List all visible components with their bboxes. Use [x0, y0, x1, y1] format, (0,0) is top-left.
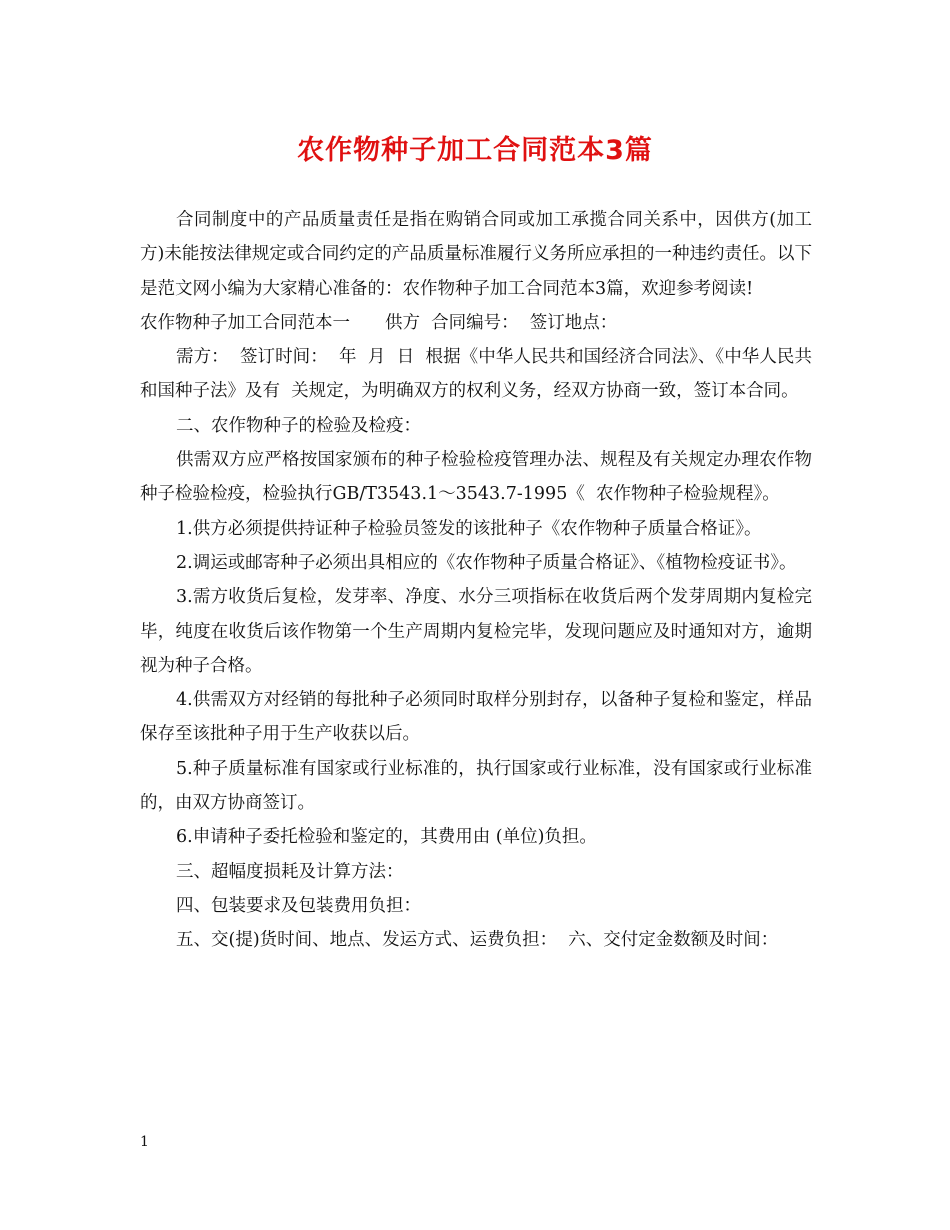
- paragraph-contract-one-header: 农作物种子加工合同范本一 供方 合同编号： 签订地点：: [140, 312, 618, 333]
- section-heading-loss: 三、超幅度损耗及计算方法：: [176, 861, 404, 882]
- section-heading-delivery: 五、交(提)货时间、地点、发运方式、运费负担： 六、交付定金数额及时间：: [176, 930, 779, 951]
- section-heading-packaging: 四、包装要求及包装费用负担：: [176, 895, 421, 916]
- paragraph-intro: 合同制度中的产品质量责任是指在购销合同或加工承揽合同关系中，因供方(加工方)未能按法律规定或合同约定的产品质量标准履行义务所应承担的一种违约责任。以下是范文网小编为大家精心准备的：农作物种子加工合同范本3篇，欢迎参考阅读!: [140, 210, 812, 299]
- paragraph-inspection: 供需双方应严格按国家颁布的种子检验检疫管理办法、规程及有关规定办理农作物种子检验检疫，检验执行GB/T3543.1～3543.7-1995《 农作物种子检验规程》。: [140, 450, 812, 505]
- clause-3: 3.需方收货后复检，发芽率、净度、水分三项指标在收货后两个发芽周期内复检完毕，纯度在收货后该作物第一个生产周期内复检完毕，发现问题应及时通知对方，逾期视为种子合格。: [140, 587, 812, 676]
- clause-1: 1.供方必须提供持证种子检验员签发的该批种子《农作物种子质量合格证》。: [176, 518, 762, 539]
- document-body: [140, 203, 812, 958]
- clause-4: 4.供需双方对经销的每批种子必须同时取样分别封存，以备种子复检和鉴定，样品保存至该批种子用于生产收获以后。: [140, 690, 812, 745]
- clause-5: 5.种子质量标准有国家或行业标准的，执行国家或行业标准，没有国家或行业标准的，由双方协商签订。: [140, 758, 812, 814]
- clause-2: 2.调运或邮寄种子必须出具相应的《农作物种子质量合格证》、《植物检疫证书》。: [176, 552, 797, 573]
- clause-6: 6.申请种子委托检验和鉴定的，其费用由 (单位)负担。: [176, 827, 597, 848]
- section-heading-inspection: 二、农作物种子的检验及检疫：: [176, 415, 421, 436]
- paragraph-buyer: 需方： 签订时间： 年 月 日 根据《中华人民共和国经济合同法》、《中华人民共和国种子法》及有 关规定，为明确双方的权利义务，经双方协商一致，签订本合同。: [140, 347, 812, 402]
- page-number: 1: [140, 1134, 149, 1150]
- document-title: 农作物种子加工合同范本3篇: [297, 135, 653, 166]
